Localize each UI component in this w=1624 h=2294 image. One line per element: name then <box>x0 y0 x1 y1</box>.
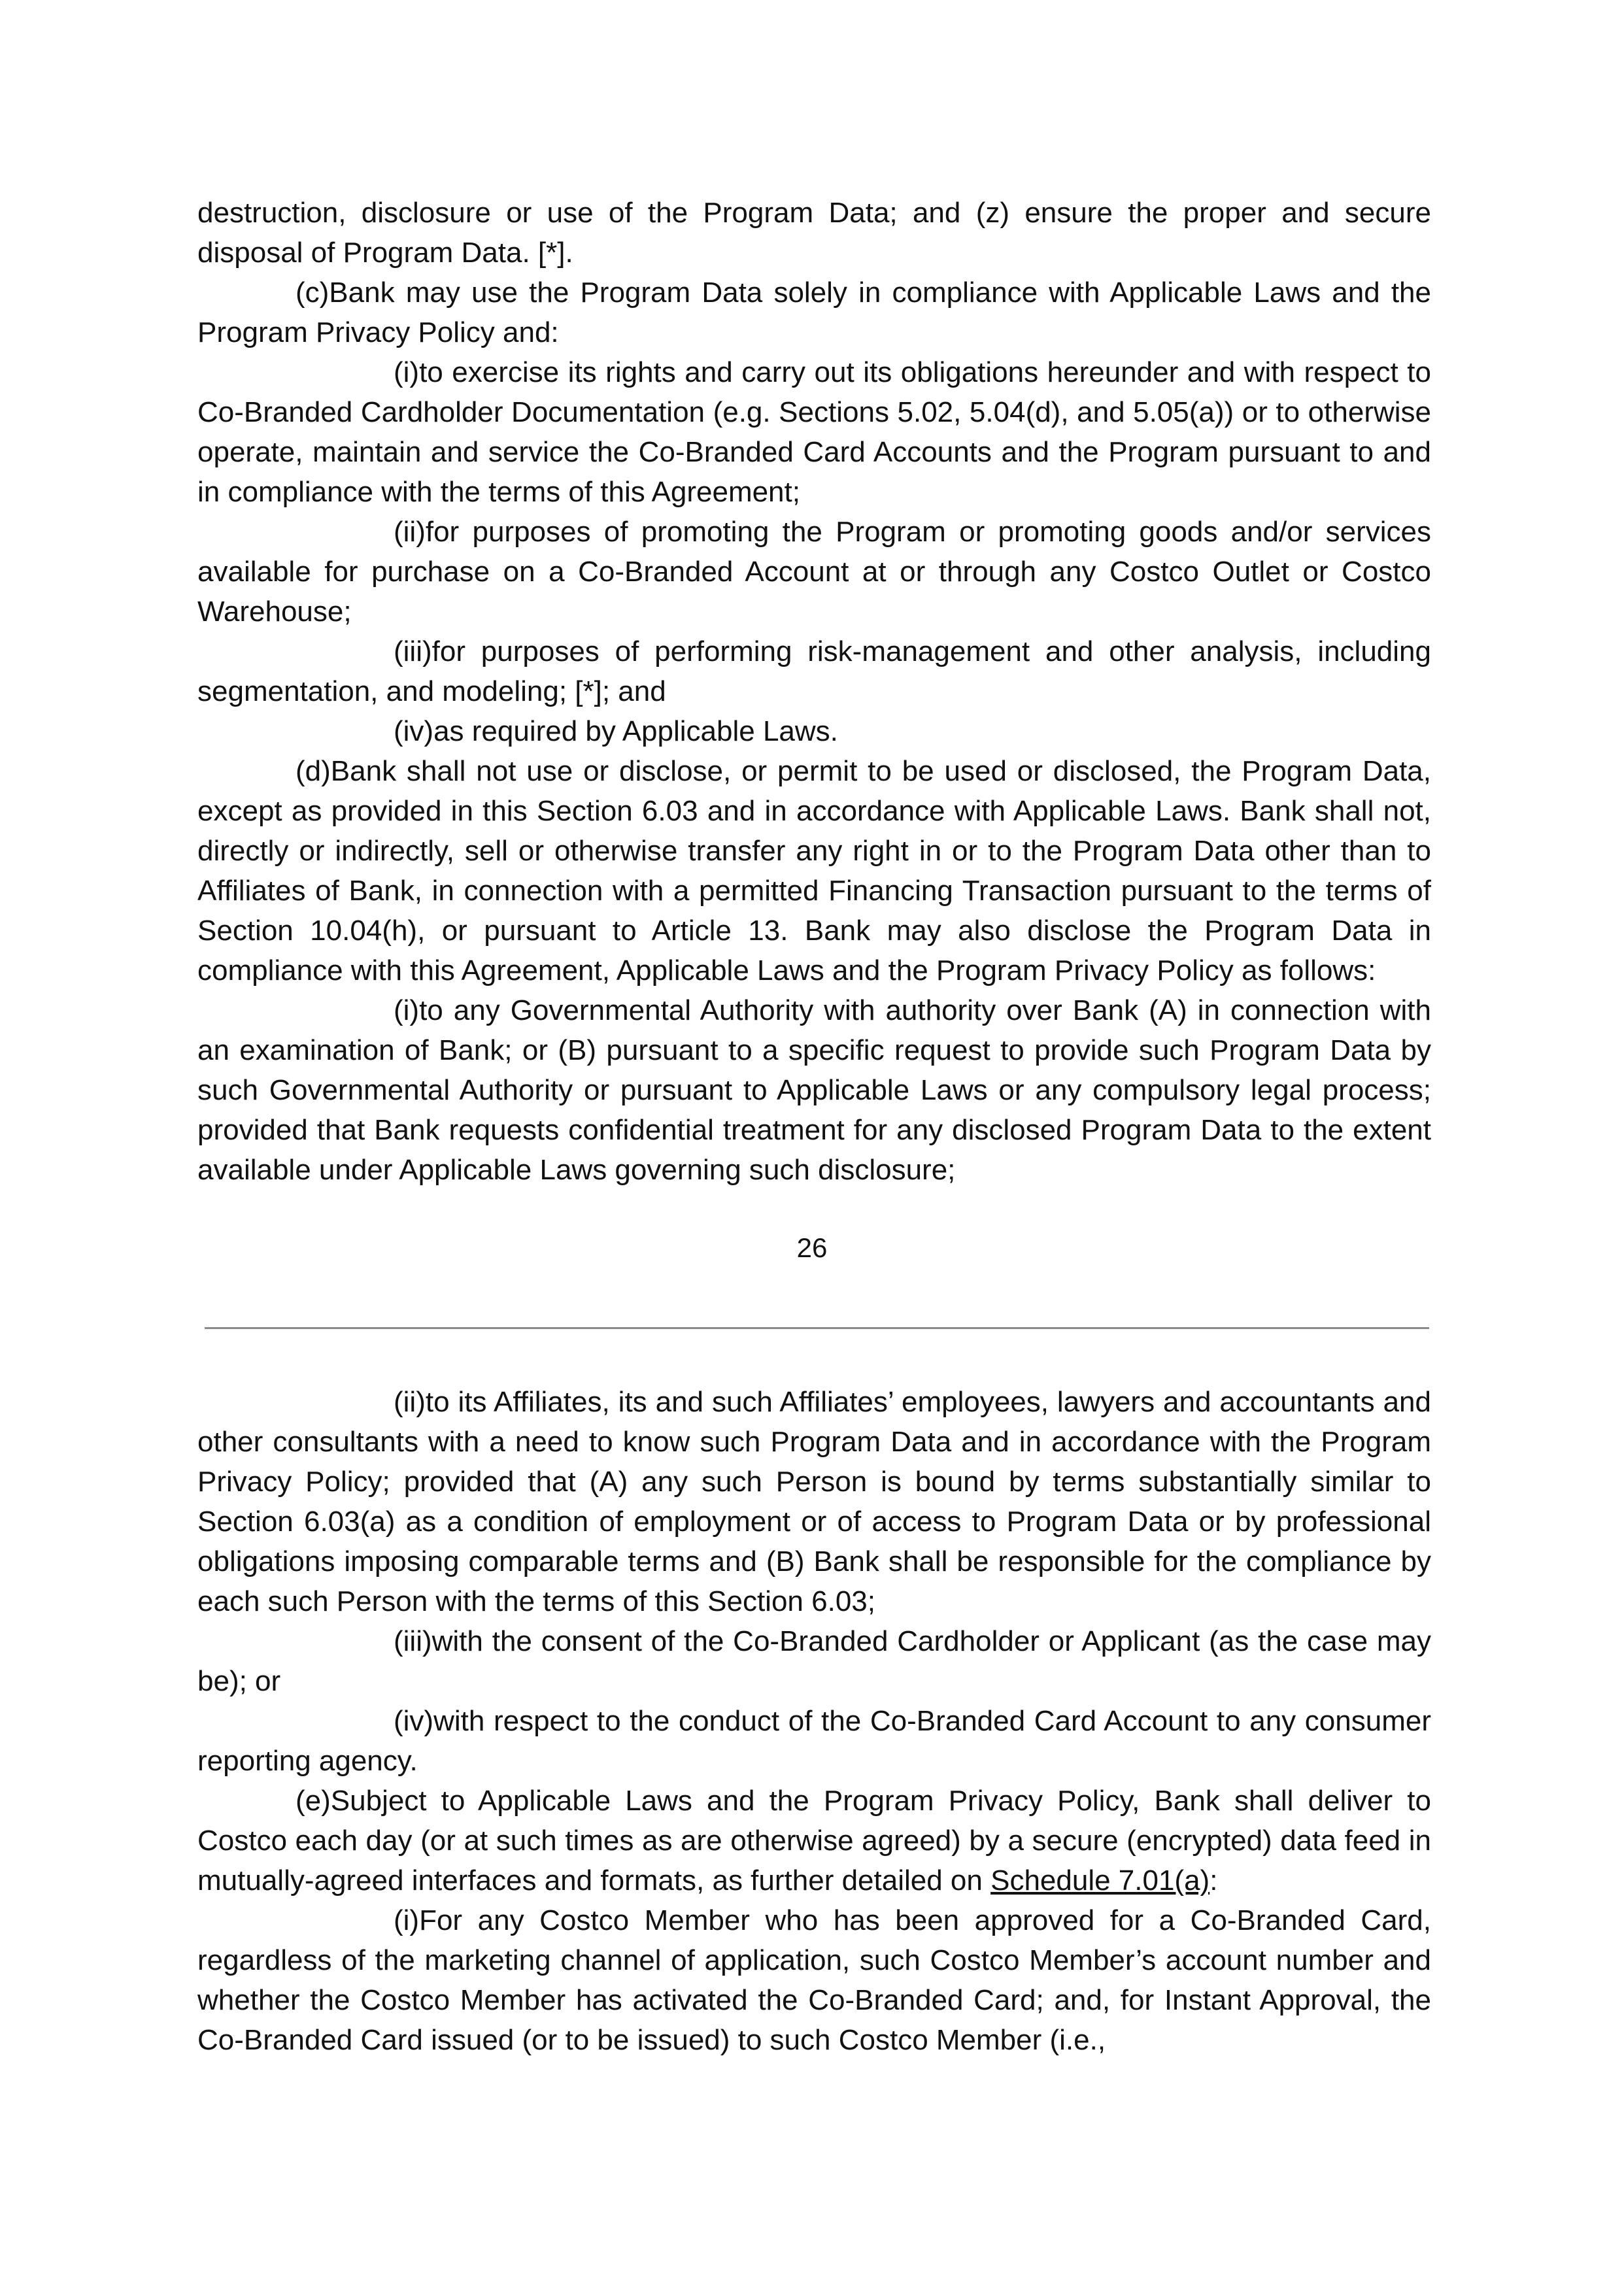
paragraph: destruction, disclosure or use of the Program Data; and (z) ensure the proper and secure disposal of Program Data. [*]. <box>197 197 1431 269</box>
paragraph: (i)For any Costco Member who has been approved for a Co-Branded Card, regardless of the marketing channel of application, such Costco Member’s account number and whether the Costco Member has activated the Co-Branded Card; and, for Instant Approval, the Co-Branded Card issued (or to be issued) to such Costco Member (i.e., <box>197 1904 1431 2056</box>
paragraph: (d)Bank shall not use or disclose, or permit to be used or disclosed, the Program Data, except as provided in this Section 6.03 and in accordance with Applicable Laws. Bank shall not, directly or indirectly, sell or otherwise transfer any right in or to the Program Data other than to Affiliates of Bank, in connection with a permitted Financing Transaction pursuant to the terms of Section 10.04(h), or pursuant to Article 13. Bank may also disclose the Program Data in compliance with this Agreement, Applicable Laws and the Program Privacy Policy as follows: <box>197 755 1431 987</box>
paragraph: (c)Bank may use the Program Data solely in compliance with Applicable Laws and the Program Privacy Policy and: <box>197 277 1431 348</box>
paragraph: (iv)with respect to the conduct of the Co-Branded Card Account to any consumer reporting agency. <box>197 1705 1431 1777</box>
page-bottom-text <box>197 1382 1431 2060</box>
paragraph <box>197 1781 1431 1900</box>
paragraph: (ii)for purposes of promoting the Program or promoting goods and/or services available for purchase on a Co-Branded Account at or through any Costco Outlet or Costco Warehouse; <box>197 516 1431 628</box>
page-top-text <box>197 193 1431 1190</box>
paragraph: (i)to exercise its rights and carry out its obligations hereunder and with respect to Co-Branded Cardholder Documentation (e.g. Sections 5.02, 5.04(d), and 5.05(a)) or to otherwise operate, maintain and service the Co-Branded Card Accounts and the Program pursuant to and in compliance with the terms of this Agreement; <box>197 356 1431 508</box>
paragraph: (i)to any Governmental Authority with authority over Bank (A) in connection with an examination of Bank; or (B) pursuant to a specific request to provide such Program Data by such Governmental Authority or pursuant to Applicable Laws or any compulsory legal process; provided that Bank requests confidential treatment for any disclosed Program Data to the extent available under Applicable Laws governing such disclosure; <box>197 994 1431 1186</box>
page-divider <box>205 1327 1429 1329</box>
paragraph: (iii)with the consent of the Co-Branded Cardholder or Applicant (as the case may be); or <box>197 1625 1431 1697</box>
paragraph: (iii)for purposes of performing risk-management and other analysis, including segmentation, and modeling; [*]; and <box>197 635 1431 707</box>
schedule-link[interactable]: Schedule 7.01(a) <box>990 1864 1210 1897</box>
paragraph-text: : <box>1210 1864 1218 1897</box>
page-number: 26 <box>796 1232 828 1263</box>
paragraph: (iv)as required by Applicable Laws. <box>394 715 838 747</box>
paragraph-text: (e)Subject to Applicable Laws and the Program Privacy Policy, Bank shall deliver to Costco each day (or at such times as are otherwise agreed) by a secure (encrypted) data feed in mutually-agreed interfaces and formats, as further detailed on <box>197 1785 1431 1897</box>
paragraph: (ii)to its Affiliates, its and such Affiliates’ employees, lawyers and accountants and other consultants with a need to know such Program Data and in accordance with the Program Privacy Policy; provided that (A) any such Person is bound by terms substantially similar to Section 6.03(a) as a condition of employment or of access to Program Data or by professional obligations imposing comparable terms and (B) Bank shall be responsible for the compliance by each such Person with the terms of this Section 6.03; <box>197 1386 1431 1617</box>
